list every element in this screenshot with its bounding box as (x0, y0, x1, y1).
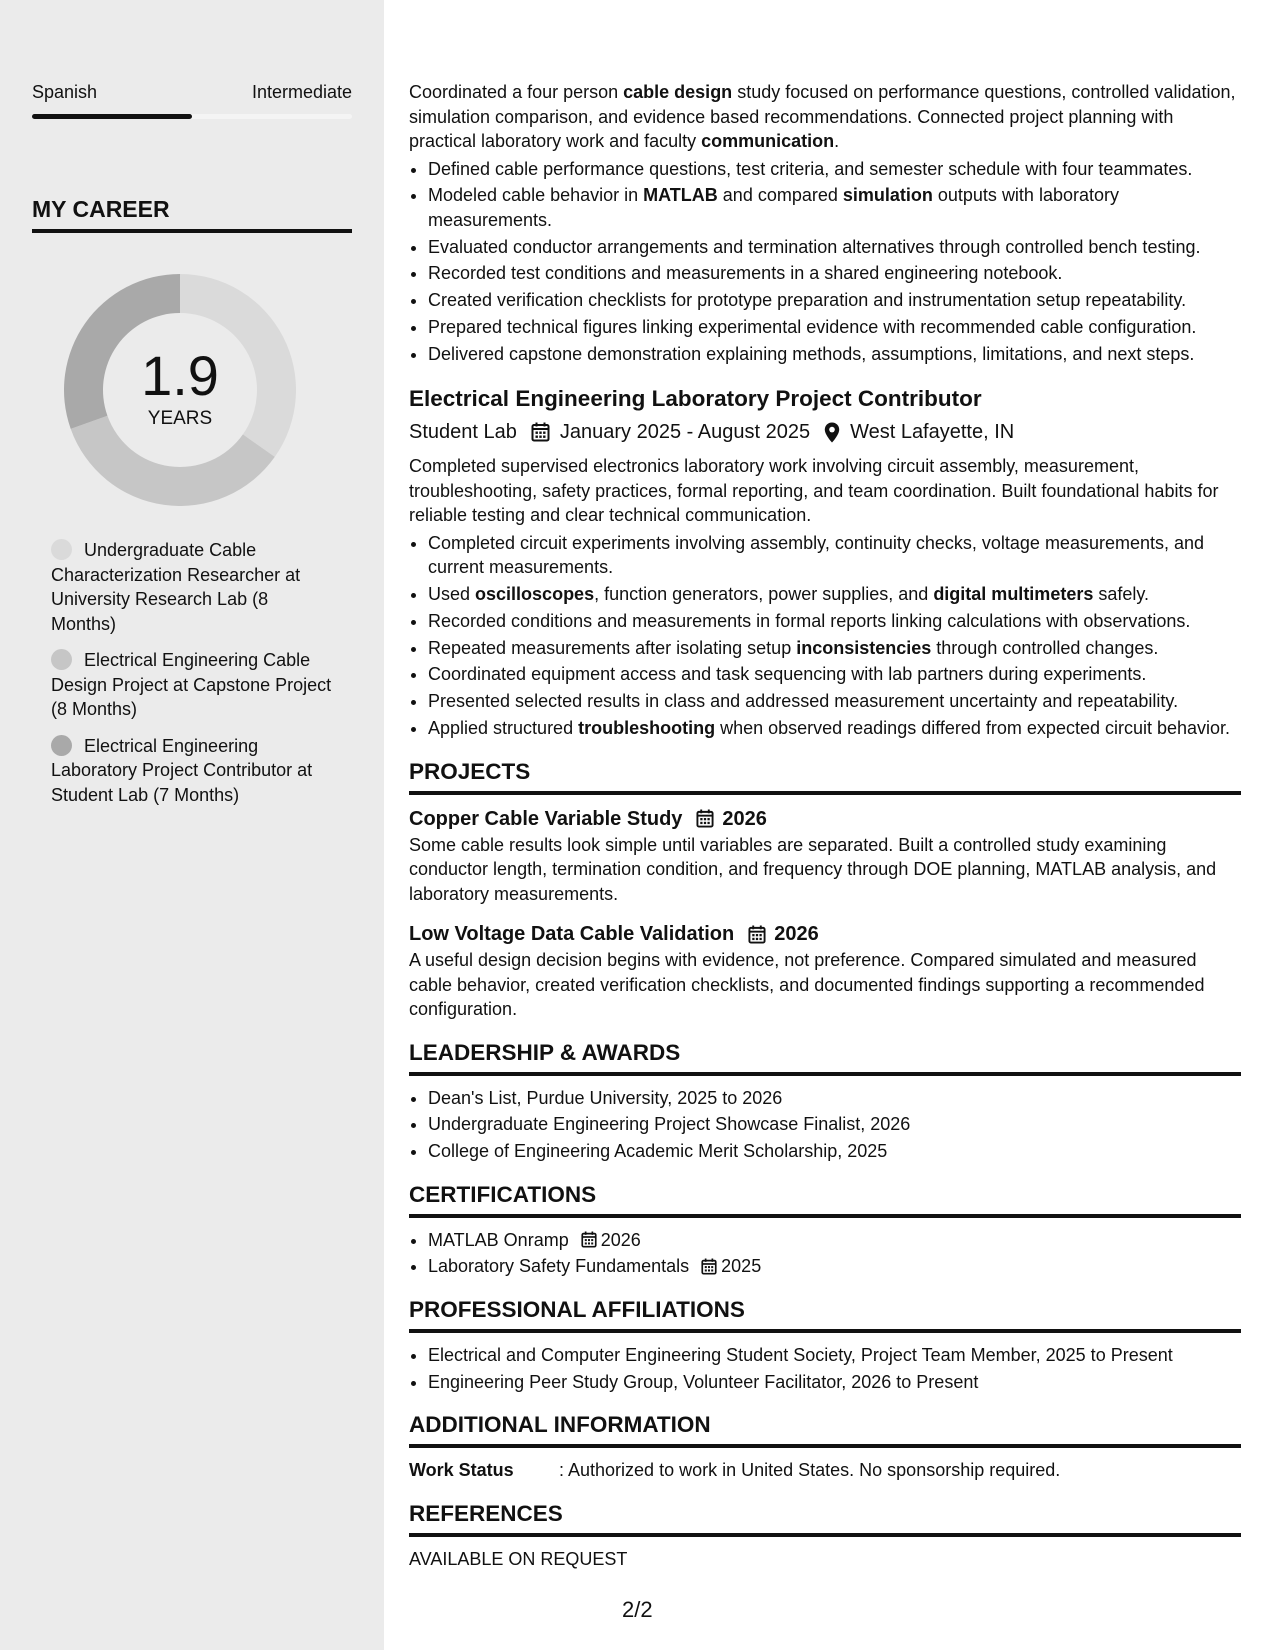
language-proficiency-fill (32, 114, 192, 119)
bullet-bold: oscilloscopes (475, 584, 595, 605)
bullet-text: when observed readings differed from expected circuit behavior. (715, 718, 1231, 739)
bullet-item: • Coordinated equipment access and task sequencing with lab partners during experiments. (428, 662, 1241, 687)
project-year: 2026 (774, 923, 819, 946)
calendar-icon (581, 1231, 597, 1248)
summary-bold: communication (701, 131, 835, 151)
career-years-value: 1.9 (141, 344, 219, 407)
job-org: Student Lab (409, 421, 517, 444)
references-text: AVAILABLE ON REQUEST (409, 1548, 628, 1569)
award-item: • Undergraduate Engineering Project Showcase Finalist, 2026 (428, 1112, 1241, 1137)
calendar-icon (701, 1258, 717, 1275)
job-summary: Completed supervised electronics laboratory work involving circuit assembly, measurement, troubleshooting, safety practices, formal reporting, and team coordination. Built foundational habits for reliable testing and clear technical communication. (409, 456, 1219, 526)
project-title: Low Voltage Data Cable Validation (409, 923, 735, 946)
certification-year: 2026 (600, 1229, 641, 1250)
affiliations-heading: PROFESSIONAL AFFILIATIONS (409, 1297, 1241, 1333)
career-legend (51, 538, 336, 819)
job-location: West Lafayette, IN (850, 421, 1015, 444)
certification-name: • MATLAB Onramp (428, 1229, 569, 1250)
project-description: A useful design decision begins with evidence, not preference. Compared simulated and measured cable behavior, created verification checklists, and documented findings supporting a recommended configuration. (409, 950, 1205, 1020)
career-legend-item (51, 538, 336, 636)
bullet-bold: MATLAB (643, 185, 718, 206)
job-title: Electrical Engineering Laboratory Project Contributor (409, 386, 982, 412)
certification-year: 2025 (721, 1256, 762, 1277)
calendar-icon (696, 809, 714, 828)
sidebar (0, 0, 384, 1650)
bullet-bold: digital multimeters (933, 584, 1094, 605)
job-dates: January 2025 - August 2025 (559, 421, 811, 444)
bullet-item: • Prepared technical figures linking experimental evidence with recommended cable configuration. (428, 315, 1241, 340)
bullet-text: through controlled changes. (931, 637, 1159, 658)
career-legend-dot (51, 735, 72, 756)
certification-item (428, 1228, 1241, 1253)
award-item: • College of Engineering Academic Merit Scholarship, 2025 (428, 1139, 1241, 1164)
bullet-item (428, 183, 1241, 232)
bullet-item: • Recorded conditions and measurements in formal reports linking calculations with observations. (428, 609, 1241, 634)
calendar-icon (531, 422, 550, 442)
work-status-value: : Authorized to work in United States. No sponsorship required. (559, 1460, 1061, 1481)
projects-heading: PROJECTS (409, 759, 1241, 795)
awards-list (409, 1086, 1241, 1164)
bullet-item: • Delivered capstone demonstration explaining methods, assumptions, limitations, and next steps. (428, 342, 1241, 367)
capstone-summary (409, 80, 1241, 154)
bullet-bold: inconsistencies (796, 637, 932, 658)
project-title-row (409, 920, 1241, 948)
affiliations-list (409, 1343, 1241, 1394)
language-row (32, 82, 352, 103)
bullet-item: • Evaluated conductor arrangements and termination alternatives through controlled bench testing. (428, 235, 1241, 260)
work-status-row (409, 1458, 1241, 1483)
bullet-text: Modeled cable behavior in (428, 185, 644, 206)
affiliation-item: • Electrical and Computer Engineering Student Society, Project Team Member, 2025 to Present (428, 1343, 1241, 1368)
award-item: • Dean's List, Purdue University, 2025 to 2026 (428, 1086, 1241, 1111)
bullet-bold: simulation (842, 185, 933, 206)
language-name: Spanish (32, 82, 98, 102)
career-donut-chart (64, 274, 296, 506)
additional-info-heading: ADDITIONAL INFORMATION (409, 1412, 1241, 1448)
lab-bullets (409, 531, 1241, 741)
calendar-icon (748, 925, 766, 944)
bullet-text: Applied structured (428, 718, 579, 739)
capstone-bullets (409, 157, 1241, 367)
affiliation-item: • Engineering Peer Study Group, Volunteer Facilitator, 2026 to Present (428, 1370, 1241, 1395)
project-title: Copper Cable Variable Study (409, 807, 683, 830)
job-meta (409, 418, 1241, 446)
bullet-item: • Created verification checklists for prototype preparation and instrumentation setup repeatability. (428, 288, 1241, 313)
bullet-bold: troubleshooting (578, 718, 716, 739)
bullet-item: • Completed circuit experiments involving assembly, continuity checks, voltage measurements, and current measurements. (428, 531, 1241, 580)
bullet-item (428, 636, 1241, 661)
project-description: Some cable results look simple until variables are separated. Built a controlled study examining conductor length, termination condition, and frequency through DOE planning, MATLAB analysis, and laboratory measurements. (409, 834, 1217, 904)
career-years-unit: YEARS (147, 408, 213, 429)
career-legend-item (51, 648, 336, 722)
bullet-text: outputs with laboratory measurements. (428, 185, 1119, 230)
work-status-label: Work Status (409, 1460, 514, 1481)
bullet-text: , function generators, power supplies, and (594, 584, 934, 605)
career-heading: MY CAREER (32, 196, 352, 233)
certification-item (428, 1254, 1241, 1279)
career-legend-dot (51, 539, 72, 560)
certifications-heading: CERTIFICATIONS (409, 1182, 1241, 1218)
certifications-list (409, 1228, 1241, 1279)
career-legend-text: Electrical Engineering Laboratory Project Contributor at Student Lab (7 Months) (51, 735, 313, 805)
main-content (409, 80, 1241, 1571)
bullet-text: and compared (717, 185, 843, 206)
summary-text: . (834, 131, 840, 151)
location-pin-icon (824, 422, 840, 443)
certification-name: • Laboratory Safety Fundamentals (428, 1256, 690, 1277)
summary-bold: cable design (623, 82, 733, 102)
career-legend-text: Undergraduate Cable Characterization Researcher at University Research Lab (8 Months) (51, 540, 301, 634)
language-proficiency-bar (32, 114, 352, 119)
bullet-item (428, 716, 1241, 741)
bullet-text: Repeated measurements after isolating setup (428, 637, 797, 658)
bullet-item: • Defined cable performance questions, test criteria, and semester schedule with four teammates. (428, 157, 1241, 182)
page-number: 2/2 (622, 1597, 653, 1622)
language-level: Intermediate (251, 82, 352, 102)
summary-text: study focused on performance questions, controlled validation, simulation comparison, and evidence based recommendations. Connected project planning with practical laboratory work and faculty (409, 82, 1236, 151)
summary-text: Coordinated a four person (409, 82, 624, 102)
bullet-item (428, 582, 1241, 607)
career-legend-item (51, 734, 336, 808)
awards-heading: LEADERSHIP & AWARDS (409, 1040, 1241, 1076)
bullet-text: safely. (1093, 584, 1150, 605)
career-legend-text: Electrical Engineering Cable Design Project at Capstone Project (8 Months) (51, 650, 332, 719)
bullet-item: • Recorded test conditions and measurements in a shared engineering notebook. (428, 261, 1241, 286)
bullet-item: • Presented selected results in class and addressed measurement uncertainty and repeatability. (428, 689, 1241, 714)
project-year: 2026 (722, 807, 767, 830)
project-title-row (409, 805, 1241, 833)
career-legend-dot (51, 649, 72, 670)
references-heading: REFERENCES (409, 1501, 1241, 1537)
bullet-text: Used (428, 584, 476, 605)
